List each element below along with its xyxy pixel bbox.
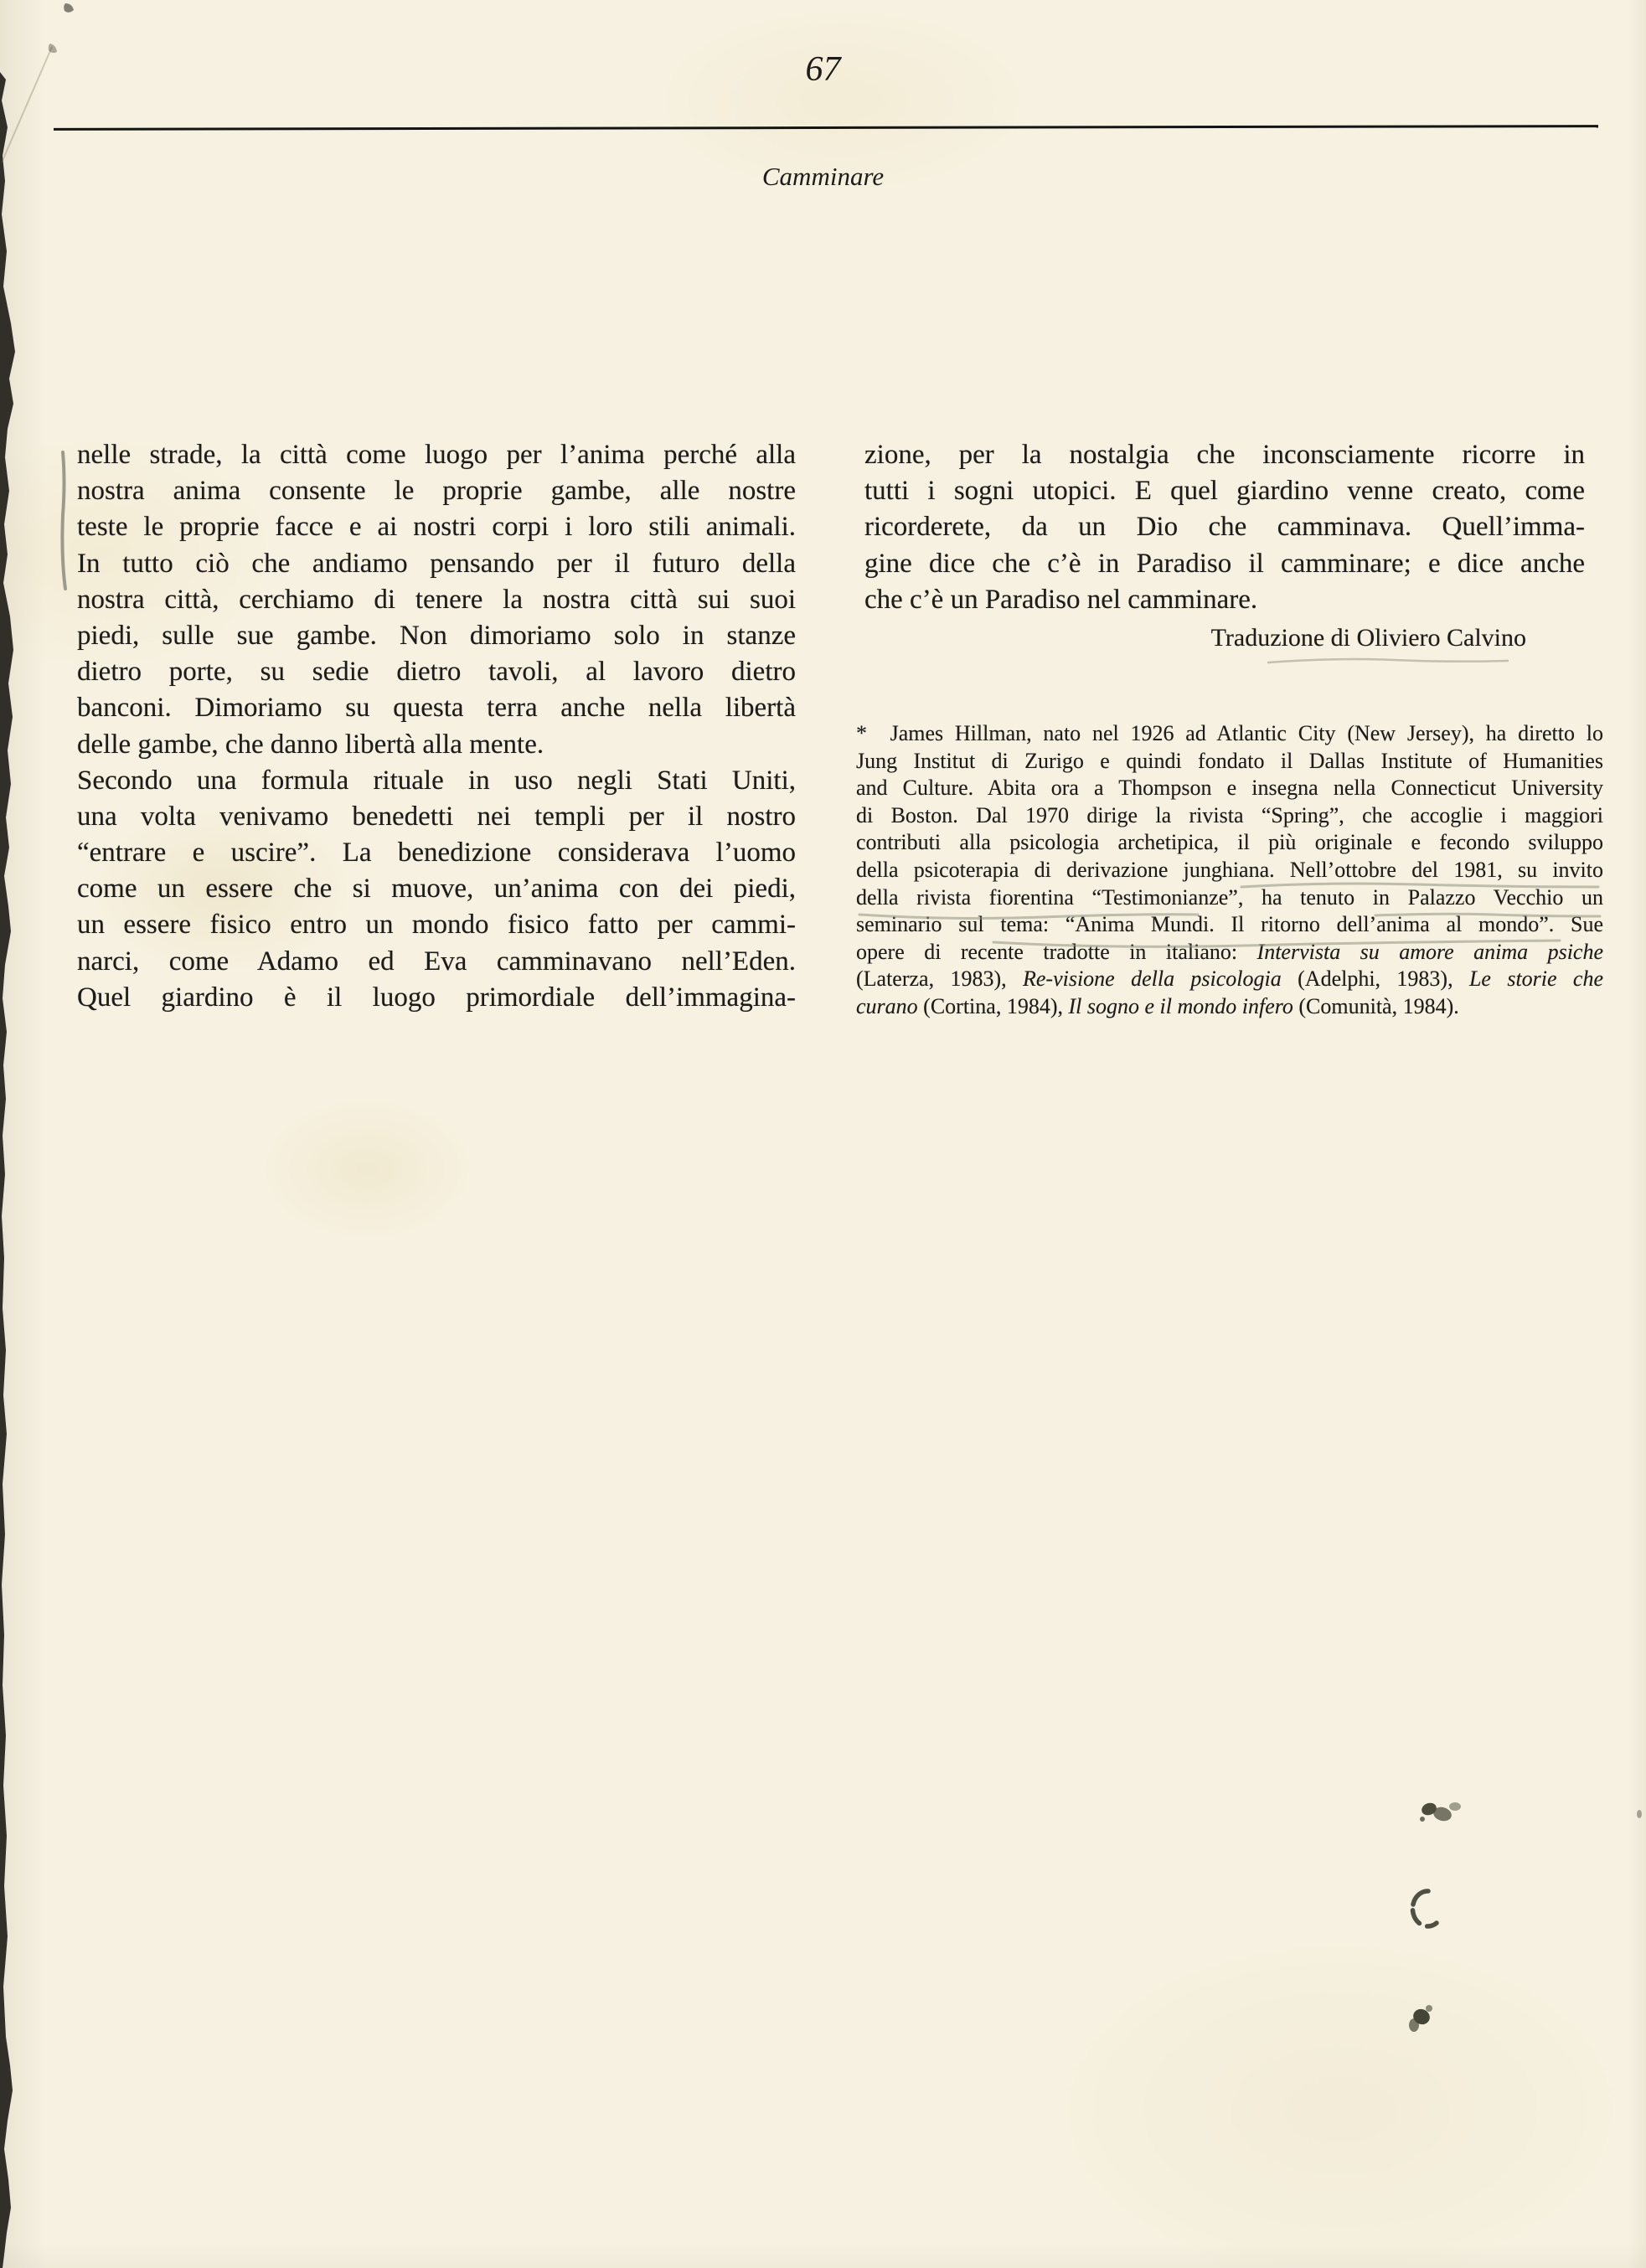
- text-line: banconi. Dimoriamo su questa terra anche nella libertà: [77, 693, 796, 724]
- text-line: piedi, sulle sue gambe. Non dimoriamo solo in stanze: [77, 620, 796, 651]
- text-line: zione, per la nostalgia che inconsciamente ricorre in: [864, 440, 1585, 470]
- footnote-line: contributi alla psicologia archetipica, il più originale e fecondo sviluppo: [856, 830, 1603, 855]
- text-line: dietro porte, su sedie dietro tavoli, al lavoro dietro: [77, 657, 796, 688]
- text-line: tutti i sogni utopici. E quel giardino venne creato, come: [864, 476, 1585, 507]
- text-line: che c’è un Paradiso nel camminare.: [864, 584, 1258, 615]
- text-line: nelle strade, la città come luogo per l’anima perché alla: [77, 440, 796, 470]
- text-line: come un essere che si muove, un’anima con dei piedi,: [77, 874, 796, 905]
- footnote-line: (Laterza, 1983), Re-visione della psicologia (Adelphi, 1983), Le storie che: [856, 966, 1603, 992]
- footnote: [856, 720, 1603, 1021]
- edge-speck: [1637, 1810, 1642, 1818]
- header-rule: [54, 125, 1598, 131]
- right-text-column: [864, 437, 1585, 618]
- text-line: Quel giardino è il luogo primordiale dell’immagina-: [77, 982, 796, 1013]
- text-line: delle gambe, che danno libertà alla mente.: [77, 729, 544, 760]
- corner-mark: [64, 3, 74, 13]
- text-line: nostra città, cerchiamo di tenere la nostra città sui suoi: [77, 584, 796, 615]
- text-line: teste le proprie facce e ai nostri corpi i loro stili animali.: [77, 512, 796, 543]
- text-line: gine dice che c’è in Paradiso il camminare; e dice anche: [864, 548, 1585, 579]
- margin-pen-mark: [62, 452, 65, 589]
- torn-paper-edge: [0, 72, 15, 2268]
- footnote-line: and Culture. Abita ora a Thompson e insegna nella Connecticut University: [856, 776, 1603, 801]
- translation-credit: Traduzione di Oliviero Calvino: [1210, 624, 1526, 652]
- text-line: narci, come Adamo ed Eva camminavano nell’Eden.: [77, 946, 796, 977]
- footnote-line: opere di recente tradotte in italiano: Intervista su amore anima psiche: [856, 939, 1604, 964]
- footnote-line: della psicoterapia di derivazione junghiana. Nell’ottobre del 1981, su invito: [856, 857, 1603, 882]
- ink-blot: [1420, 1801, 1461, 1822]
- ink-blot: [1412, 1891, 1437, 1926]
- text-line: ricorderete, da un Dio che camminava. Quell’imma-: [864, 512, 1585, 543]
- text-line: “entrare e uscire”. La benedizione considerava l’uomo: [77, 838, 796, 869]
- text-line: una volta venivamo benedetti nei templi per il nostro: [77, 801, 796, 832]
- page-number: 67: [805, 50, 841, 89]
- text-line: Secondo una formula rituale in uso negli Stati Uniti,: [77, 765, 796, 796]
- footnote-line: di Boston. Dal 1970 dirige la rivista “Spring”, che accoglie i maggiori: [856, 802, 1603, 827]
- footnote-line: * James Hillman, nato nel 1926 ad Atlantic City (New Jersey), ha diretto lo: [856, 721, 1603, 745]
- ink-blot: [1409, 2005, 1432, 2032]
- footnote-line: della rivista fiorentina “Testimonianze”, ha tenuto in Palazzo Vecchio un: [856, 884, 1603, 910]
- text-line: nostra anima consente le proprie gambe, alle nostre: [77, 476, 796, 507]
- text-line: un essere fisico entro un mondo fisico fatto per cammi-: [77, 910, 796, 941]
- footnote-line: curano (Cortina, 1984), Il sogno e il mondo infero (Comunità, 1984).: [856, 993, 1459, 1018]
- left-text-column: [77, 437, 796, 1016]
- text-line: In tutto ciò che andiamo pensando per il futuro della: [77, 548, 796, 579]
- footnote-line: seminario sul tema: “Anima Mundi. Il ritorno dell’anima al mondo”. Sue: [856, 912, 1603, 937]
- footnote-line: Jung Institut di Zurigo e quindi fondato il Dallas Institute of Humanities: [856, 748, 1603, 773]
- credit-underline-pencil: [1268, 659, 1508, 662]
- page-title: Camminare: [761, 162, 885, 191]
